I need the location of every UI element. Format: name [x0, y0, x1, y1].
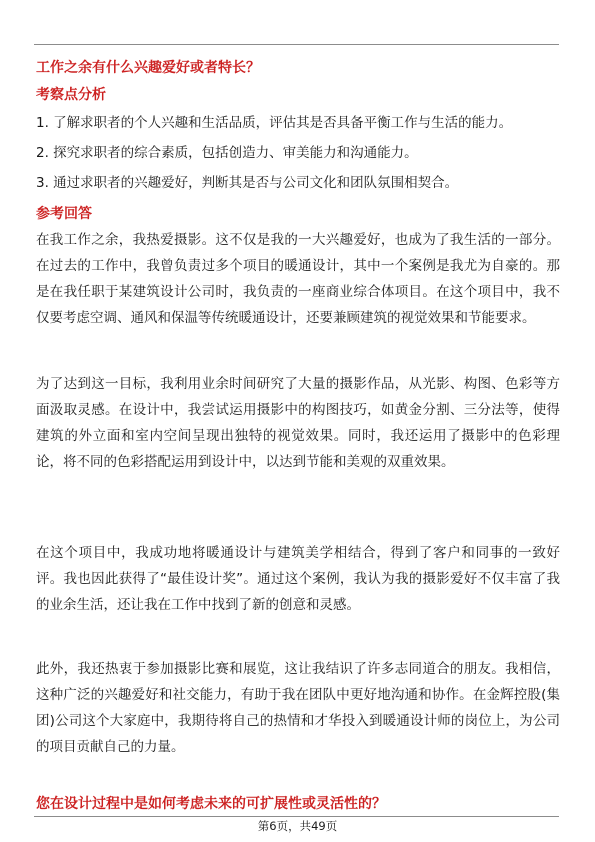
question-title: 工作之余有什么兴趣爱好或者特长？ [36, 60, 260, 76]
analysis-item: 2. 探究求职者的综合素质，包括创造力、审美能力和沟通能力。 [36, 145, 418, 161]
analysis-heading: 考察点分析 [36, 87, 106, 103]
top-divider [34, 44, 559, 45]
answer-paragraph: 为了达到这一目标，我利用业余时间研究了大量的摄影作品，从光影、构图、色彩等方面汲取灵感。在设计中，我尝试运用摄影中的构图技巧，如黄金分割、三分法等，使得建筑的外立面和室内空间呈现出独特的视觉效果。同时，我还运用了摄影中的色彩理论，将不同的色彩搭配运用到设计中，以达到节能和美观的双重效果。 [36, 376, 560, 470]
bottom-divider [34, 816, 559, 817]
page-footer: 第6页，共49页 [257, 819, 338, 833]
answer-paragraph: 在这个项目中，我成功地将暖通设计与建筑美学相结合，得到了客户和同事的一致好评。我也因此获得了“最佳设计奖”。通过这个案例，我认为我的摄影爱好不仅丰富了我的业余生活，还让我在工作中找到了新的创意和灵感。 [36, 545, 560, 613]
analysis-item: 3. 通过求职者的兴趣爱好，判断其是否与公司文化和团队氛围相契合。 [36, 175, 459, 191]
answer-heading: 参考回答 [36, 206, 92, 222]
answer-paragraph: 在我工作之余，我热爱摄影。这不仅是我的一大兴趣爱好，也成为了我生活的一部分。在过去的工作中，我曾负责过多个项目的暖通设计，其中一个案例是我尤为自豪的。那是在我任职于某建筑设计公司时，我负责的一座商业综合体项目。在这个项目中，我不仅要考虑空调、通风和保温等传统暖通设计，还要兼顾建筑的视觉效果和节能要求。 [36, 232, 560, 326]
analysis-item: 1. 了解求职者的个人兴趣和生活品质，评估其是否具备平衡工作与生活的能力。 [36, 115, 513, 131]
next-question-title: 您在设计过程中是如何考虑未来的可扩展性或灵活性的？ [36, 796, 386, 812]
answer-paragraph: 此外，我还热衷于参加摄影比赛和展览，这让我结识了许多志同道合的朋友。我相信，这种广泛的兴趣爱好和社交能力，有助于我在团队中更好地沟通和协作。在金辉控股(集团)公司这个大家庭中，我期待将自己的热情和才华投入到暖通设计师的岗位上，为公司的项目贡献自己的力量。 [36, 661, 560, 755]
